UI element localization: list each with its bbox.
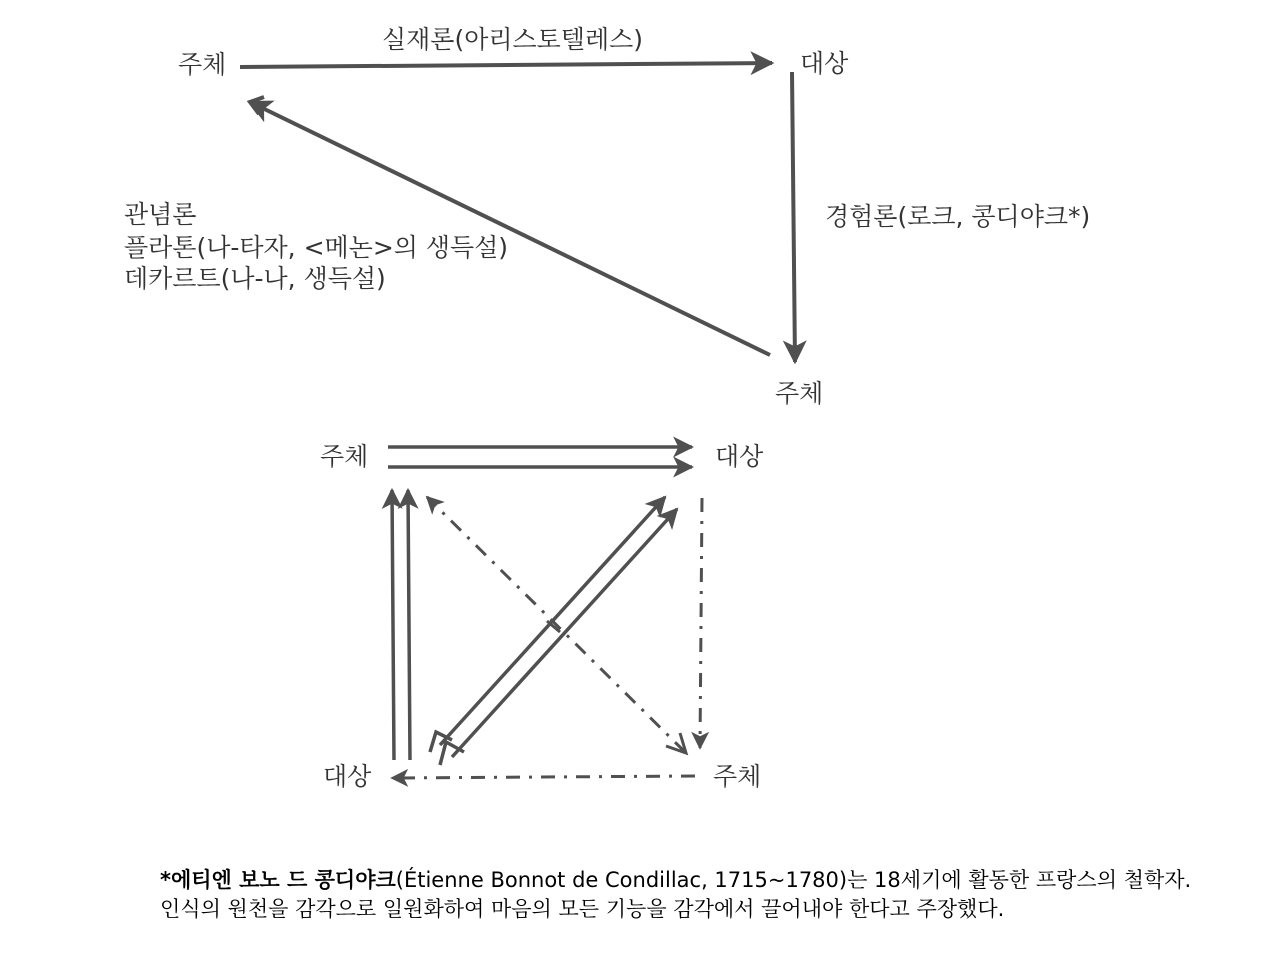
- bottom-subject-br-label: 주체: [713, 762, 762, 791]
- footnote-line-2: 인식의 원천을 감각으로 일원화하여 마음의 모든 기능을 감각에서 끌어내야 한다고 주장했다.: [160, 897, 1005, 921]
- bottom-subject-tl-label: 주체: [320, 442, 369, 471]
- footnote: [160, 866, 1260, 924]
- bottom-dashdot-arrow: [392, 776, 695, 778]
- right-dashdot-arrow: [700, 498, 702, 748]
- cross-dashdot-arrow: [427, 497, 685, 752]
- footnote-line-1-rest: (Étienne Bonnot de Condillac, 1715~1780)는 18세기에 활동한 프랑스의 철학자.: [395, 868, 1192, 892]
- idealism-title: 관념론: [124, 200, 197, 229]
- top-object-label: 대상: [800, 49, 849, 78]
- idealism-descartes: 데카르트(나-나, 생득설): [124, 264, 386, 293]
- top-bottom-subject-label: 주체: [775, 379, 824, 408]
- diagonal-double-arrow-2: [452, 509, 677, 757]
- bottom-object-bl-label: 대상: [323, 762, 372, 791]
- idealism-plato: 플라톤(나-타자, <메논>의 생득설): [124, 233, 509, 262]
- left-double-arrow-2: [408, 490, 410, 760]
- top-subject-label: 주체: [178, 50, 227, 79]
- footnote-line-1: [160, 866, 1260, 895]
- bottom-object-tr-label: 대상: [715, 442, 764, 471]
- idealism-arrow: [250, 102, 770, 355]
- empiricism-arrow: [792, 72, 795, 362]
- realism-arrow: [240, 63, 772, 67]
- left-double-arrow-1: [392, 490, 394, 760]
- top-diagram: [124, 25, 1090, 408]
- footnote-bold-name: *에티엔 보노 드 콩디야크: [160, 868, 396, 892]
- empiricism-label: 경험론(로크, 콩디야크*): [825, 202, 1091, 231]
- realism-label: 실재론(아리스토텔레스): [382, 25, 644, 54]
- bottom-diagram: [320, 442, 764, 791]
